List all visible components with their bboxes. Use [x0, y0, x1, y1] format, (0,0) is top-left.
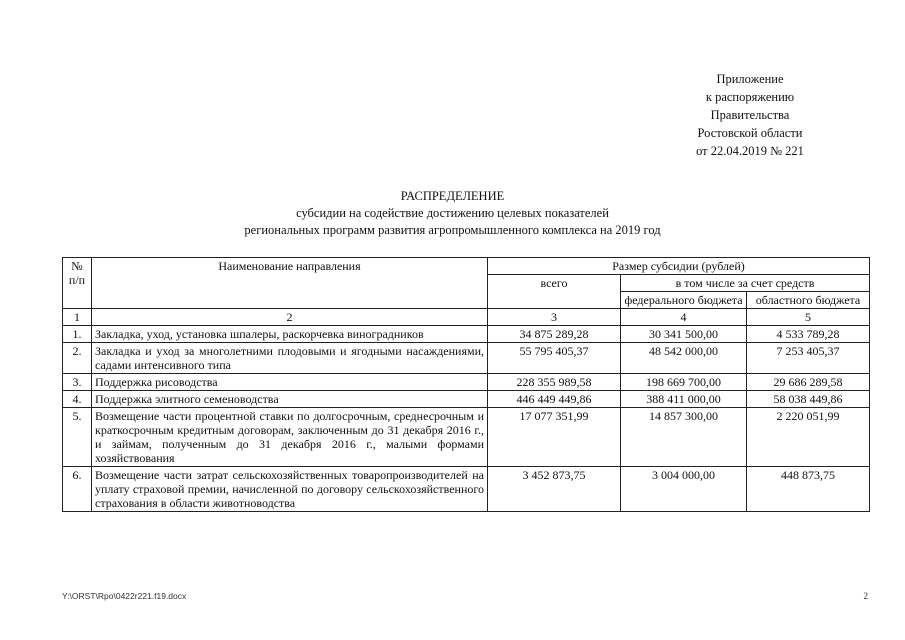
row-total: 446 449 449,86	[488, 391, 621, 408]
page-number: 2	[863, 591, 868, 601]
row-regional: 7 253 405,37	[747, 343, 870, 374]
row-name: Закладка, уход, установка шпалеры, раскорчевка виноградников	[92, 326, 488, 343]
appendix-line: от 22.04.2019 № 221	[696, 144, 804, 158]
header-number: № п/п	[63, 258, 92, 309]
row-name: Закладка и уход за многолетними плодовыми и ягодными насаждениями, садами интенсивного типа	[92, 343, 488, 374]
row-name: Поддержка рисоводства	[92, 374, 488, 391]
row-number: 1.	[63, 326, 92, 343]
appendix-block	[640, 70, 860, 160]
row-federal: 30 341 500,00	[621, 326, 747, 343]
table-row	[63, 391, 870, 408]
row-number: 5.	[63, 408, 92, 467]
appendix-line: Ростовской области	[697, 126, 803, 140]
row-federal: 388 411 000,00	[621, 391, 747, 408]
row-regional: 29 686 289,58	[747, 374, 870, 391]
header-federal: федерального бюджета	[621, 292, 747, 309]
row-total: 34 875 289,28	[488, 326, 621, 343]
column-number: 4	[621, 309, 747, 326]
title-heading: РАСПРЕДЕЛЕНИЕ	[400, 189, 505, 203]
table-row	[63, 343, 870, 374]
row-number: 4.	[63, 391, 92, 408]
subsidy-table	[62, 257, 870, 512]
column-number: 1	[63, 309, 92, 326]
column-number: 2	[92, 309, 488, 326]
table-row	[63, 408, 870, 467]
row-total: 17 077 351,99	[488, 408, 621, 467]
row-number: 2.	[63, 343, 92, 374]
row-regional: 448 873,75	[747, 467, 870, 512]
column-number: 3	[488, 309, 621, 326]
row-regional: 58 038 449,86	[747, 391, 870, 408]
header-row	[63, 258, 870, 275]
row-federal: 3 004 000,00	[621, 467, 747, 512]
row-regional: 4 533 789,28	[747, 326, 870, 343]
column-number: 5	[747, 309, 870, 326]
row-number: 3.	[63, 374, 92, 391]
header-total: всего	[488, 275, 621, 309]
table-row	[63, 326, 870, 343]
row-total: 228 355 989,58	[488, 374, 621, 391]
document-title	[0, 188, 905, 239]
row-federal: 198 669 700,00	[621, 374, 747, 391]
table-row	[63, 374, 870, 391]
row-number: 6.	[63, 467, 92, 512]
row-name: Возмещение части затрат сельскохозяйственных товаропроизводителей на уплату страховой премии, начисленной по договору сельскохозяйственного страхования в области животноводства	[92, 467, 488, 512]
appendix-line: Правительства	[710, 108, 790, 122]
header-direction: Наименование направления	[92, 258, 488, 309]
title-line-2: региональных программ развития агропромышленного комплекса на 2019 год	[244, 223, 661, 237]
table-row	[63, 467, 870, 512]
column-number-row	[63, 309, 870, 326]
header-regional: областного бюджета	[747, 292, 870, 309]
row-regional: 2 220 051,99	[747, 408, 870, 467]
row-total: 3 452 873,75	[488, 467, 621, 512]
row-total: 55 795 405,37	[488, 343, 621, 374]
appendix-line: Приложение	[716, 72, 784, 86]
appendix-line: к распоряжению	[705, 90, 795, 104]
row-name: Возмещение части процентной ставки по долгосрочным, среднесрочным и краткосрочным кредитным договорам, заключенным до 31 декабря 2016 г., и займам, полученным до 31 декабря 2016 г., малыми формами хозяйствования	[92, 408, 488, 467]
footer-file-path: Y:\ORST\Rpo\0422r221.f19.docx	[62, 591, 187, 601]
header-size: Размер субсидии (рублей)	[488, 258, 870, 275]
header-including: в том числе за счет средств	[621, 275, 870, 292]
row-name: Поддержка элитного семеноводства	[92, 391, 488, 408]
title-line-1: субсидии на содействие достижению целевых показателей	[296, 206, 609, 220]
row-federal: 48 542 000,00	[621, 343, 747, 374]
row-federal: 14 857 300,00	[621, 408, 747, 467]
